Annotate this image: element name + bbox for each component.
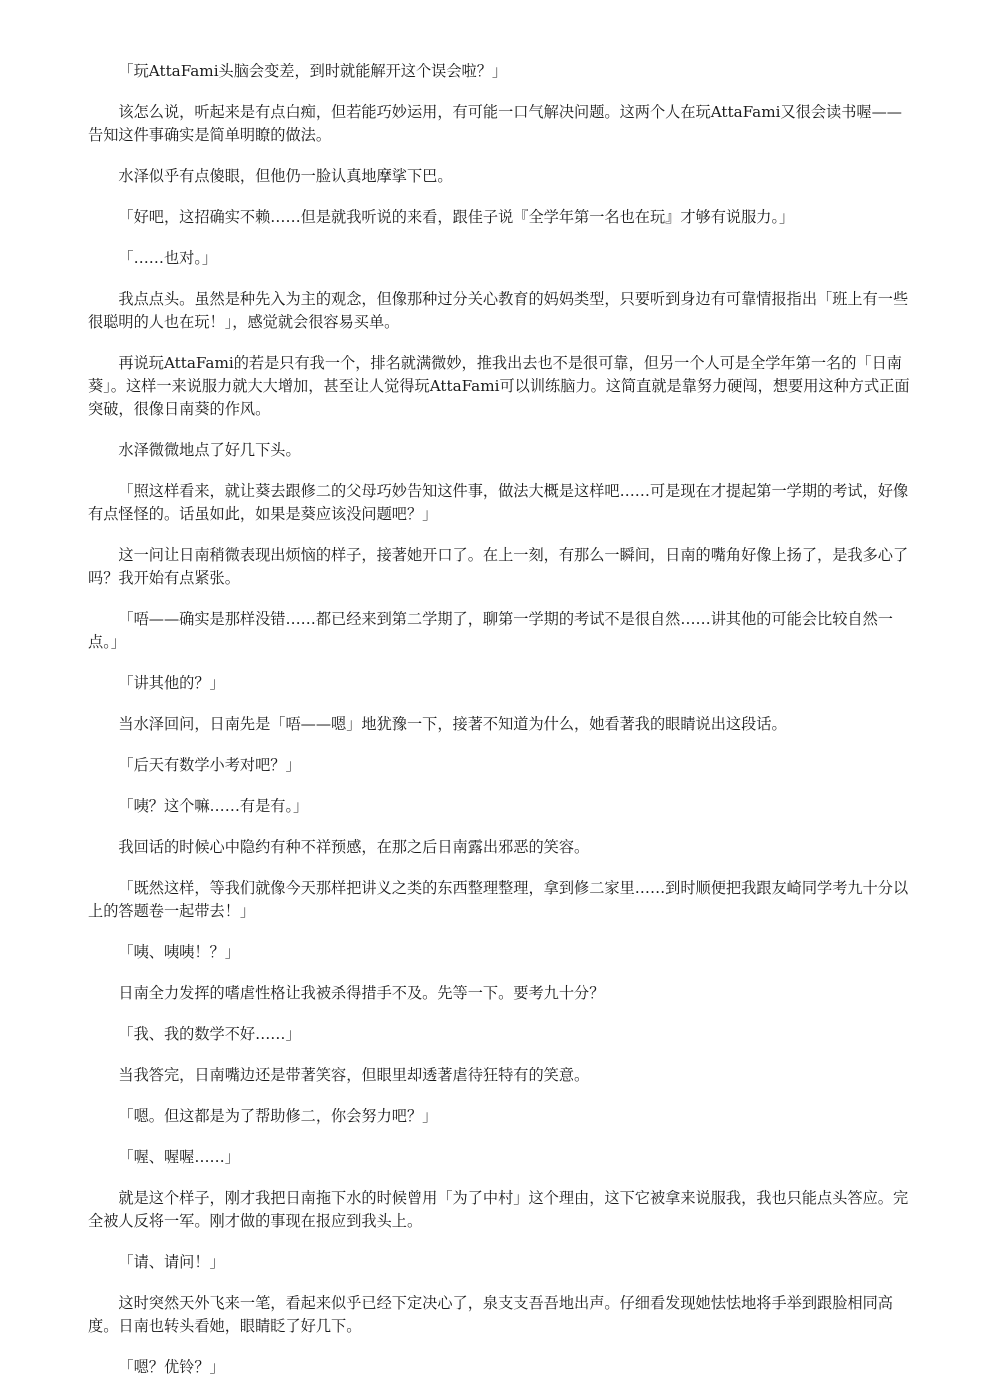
paragraph-12: 「讲其他的？」 [118,674,225,692]
paragraph-7: 再说玩AttaFami的若是只有我一个，排名就满微妙，推我出去也不是很可靠，但另一个人可是全学年第一名的「日南葵」。这样一来说服力就大大增加，甚至让人觉得玩AttaFami可以训练脑力。这简直就是靠努力硬闯，想要用这种方式正面突破，很像日南葵的作风。 [88,354,910,418]
paragraph-9: 「照这样看来，就让葵去跟修二的父母巧妙告知这件事，做法大概是这样吧……可是现在才提起第一学期的考试，好像有点怪怪的。话虽如此，如果是葵应该没问题吧？」 [88,482,909,523]
paragraph-14: 「后天有数学小考对吧？」 [118,756,301,774]
paragraph-17: 「既然这样，等我们就像今天那样把讲义之类的东西整理整理，拿到修二家里……到时顺便把我跟友崎同学考九十分以上的答题卷一起带去！」 [88,879,909,920]
paragraph-20: 「我、我的数学不好……」 [118,1025,301,1043]
paragraph-15: 「咦？这个嘛……有是有。」 [118,797,309,815]
paragraph-1: 「玩AttaFami头脑会变差，到时就能解开这个误会啦？」 [118,62,508,80]
paragraph-21: 当我答完，日南嘴边还是带著笑容，但眼里却透著虐待狂特有的笑意。 [118,1066,590,1084]
paragraph-25: 「请、请问！」 [118,1253,225,1271]
paragraph-22: 「嗯。但这都是为了帮助修二，你会努力吧？」 [118,1107,438,1125]
paragraph-6: 我点点头。虽然是种先入为主的观念，但像那种过分关心教育的妈妈类型，只要听到身边有可靠情报指出「班上有一些很聪明的人也在玩！」，感觉就会很容易买单。 [88,290,909,331]
paragraph-3: 水泽似乎有点傻眼，但他仍一脸认真地摩挲下巴。 [118,167,453,185]
paragraph-27: 「嗯？优铃？」 [118,1358,225,1376]
paragraph-23: 「喔、喔喔……」 [118,1148,240,1166]
paragraph-4: 「好吧，这招确实不赖……但是就我听说的来看，跟佳子说『全学年第一名也在玩』才够有说服力。」 [118,208,795,226]
paragraph-2: 该怎么说，听起来是有点白痴，但若能巧妙运用，有可能一口气解决问题。这两个人在玩AttaFami又很会读书喔——告知这件事确实是简单明瞭的做法。 [88,103,902,144]
paragraph-8: 水泽微微地点了好几下头。 [118,441,301,459]
paragraph-19: 日南全力发挥的嗜虐性格让我被杀得措手不及。先等一下。要考九十分？ [118,984,605,1002]
paragraph-5: 「……也对。」 [118,249,218,267]
paragraph-26: 这时突然天外飞来一笔，看起来似乎已经下定决心了，泉支支吾吾地出声。仔细看发现她怯怯地将手举到跟脸相同高度。日南也转头看她，眼睛眨了好几下。 [88,1294,893,1335]
paragraph-10: 这一问让日南稍微表现出烦恼的样子，接著她开口了。在上一刻，有那么一瞬间，日南的嘴角好像上扬了，是我多心了吗？我开始有点紧张。 [88,546,909,587]
paragraph-18: 「咦、咦咦！？」 [118,943,240,961]
paragraph-16: 我回话的时候心中隐约有种不祥预感，在那之后日南露出邪恶的笑容。 [118,838,590,856]
paragraph-13: 当水泽回问，日南先是「唔——嗯」地犹豫一下，接著不知道为什么，她看著我的眼睛说出这段话。 [118,715,787,733]
paragraph-24: 就是这个样子，刚才我把日南拖下水的时候曾用「为了中村」这个理由，这下它被拿来说服我，我也只能点头答应。完全被人反将一军。刚才做的事现在报应到我头上。 [88,1189,909,1230]
paragraph-11: 「唔——确实是那样没错……都已经来到第二学期了，聊第一学期的考试不是很自然……讲其他的可能会比较自然一点。」 [88,610,893,651]
